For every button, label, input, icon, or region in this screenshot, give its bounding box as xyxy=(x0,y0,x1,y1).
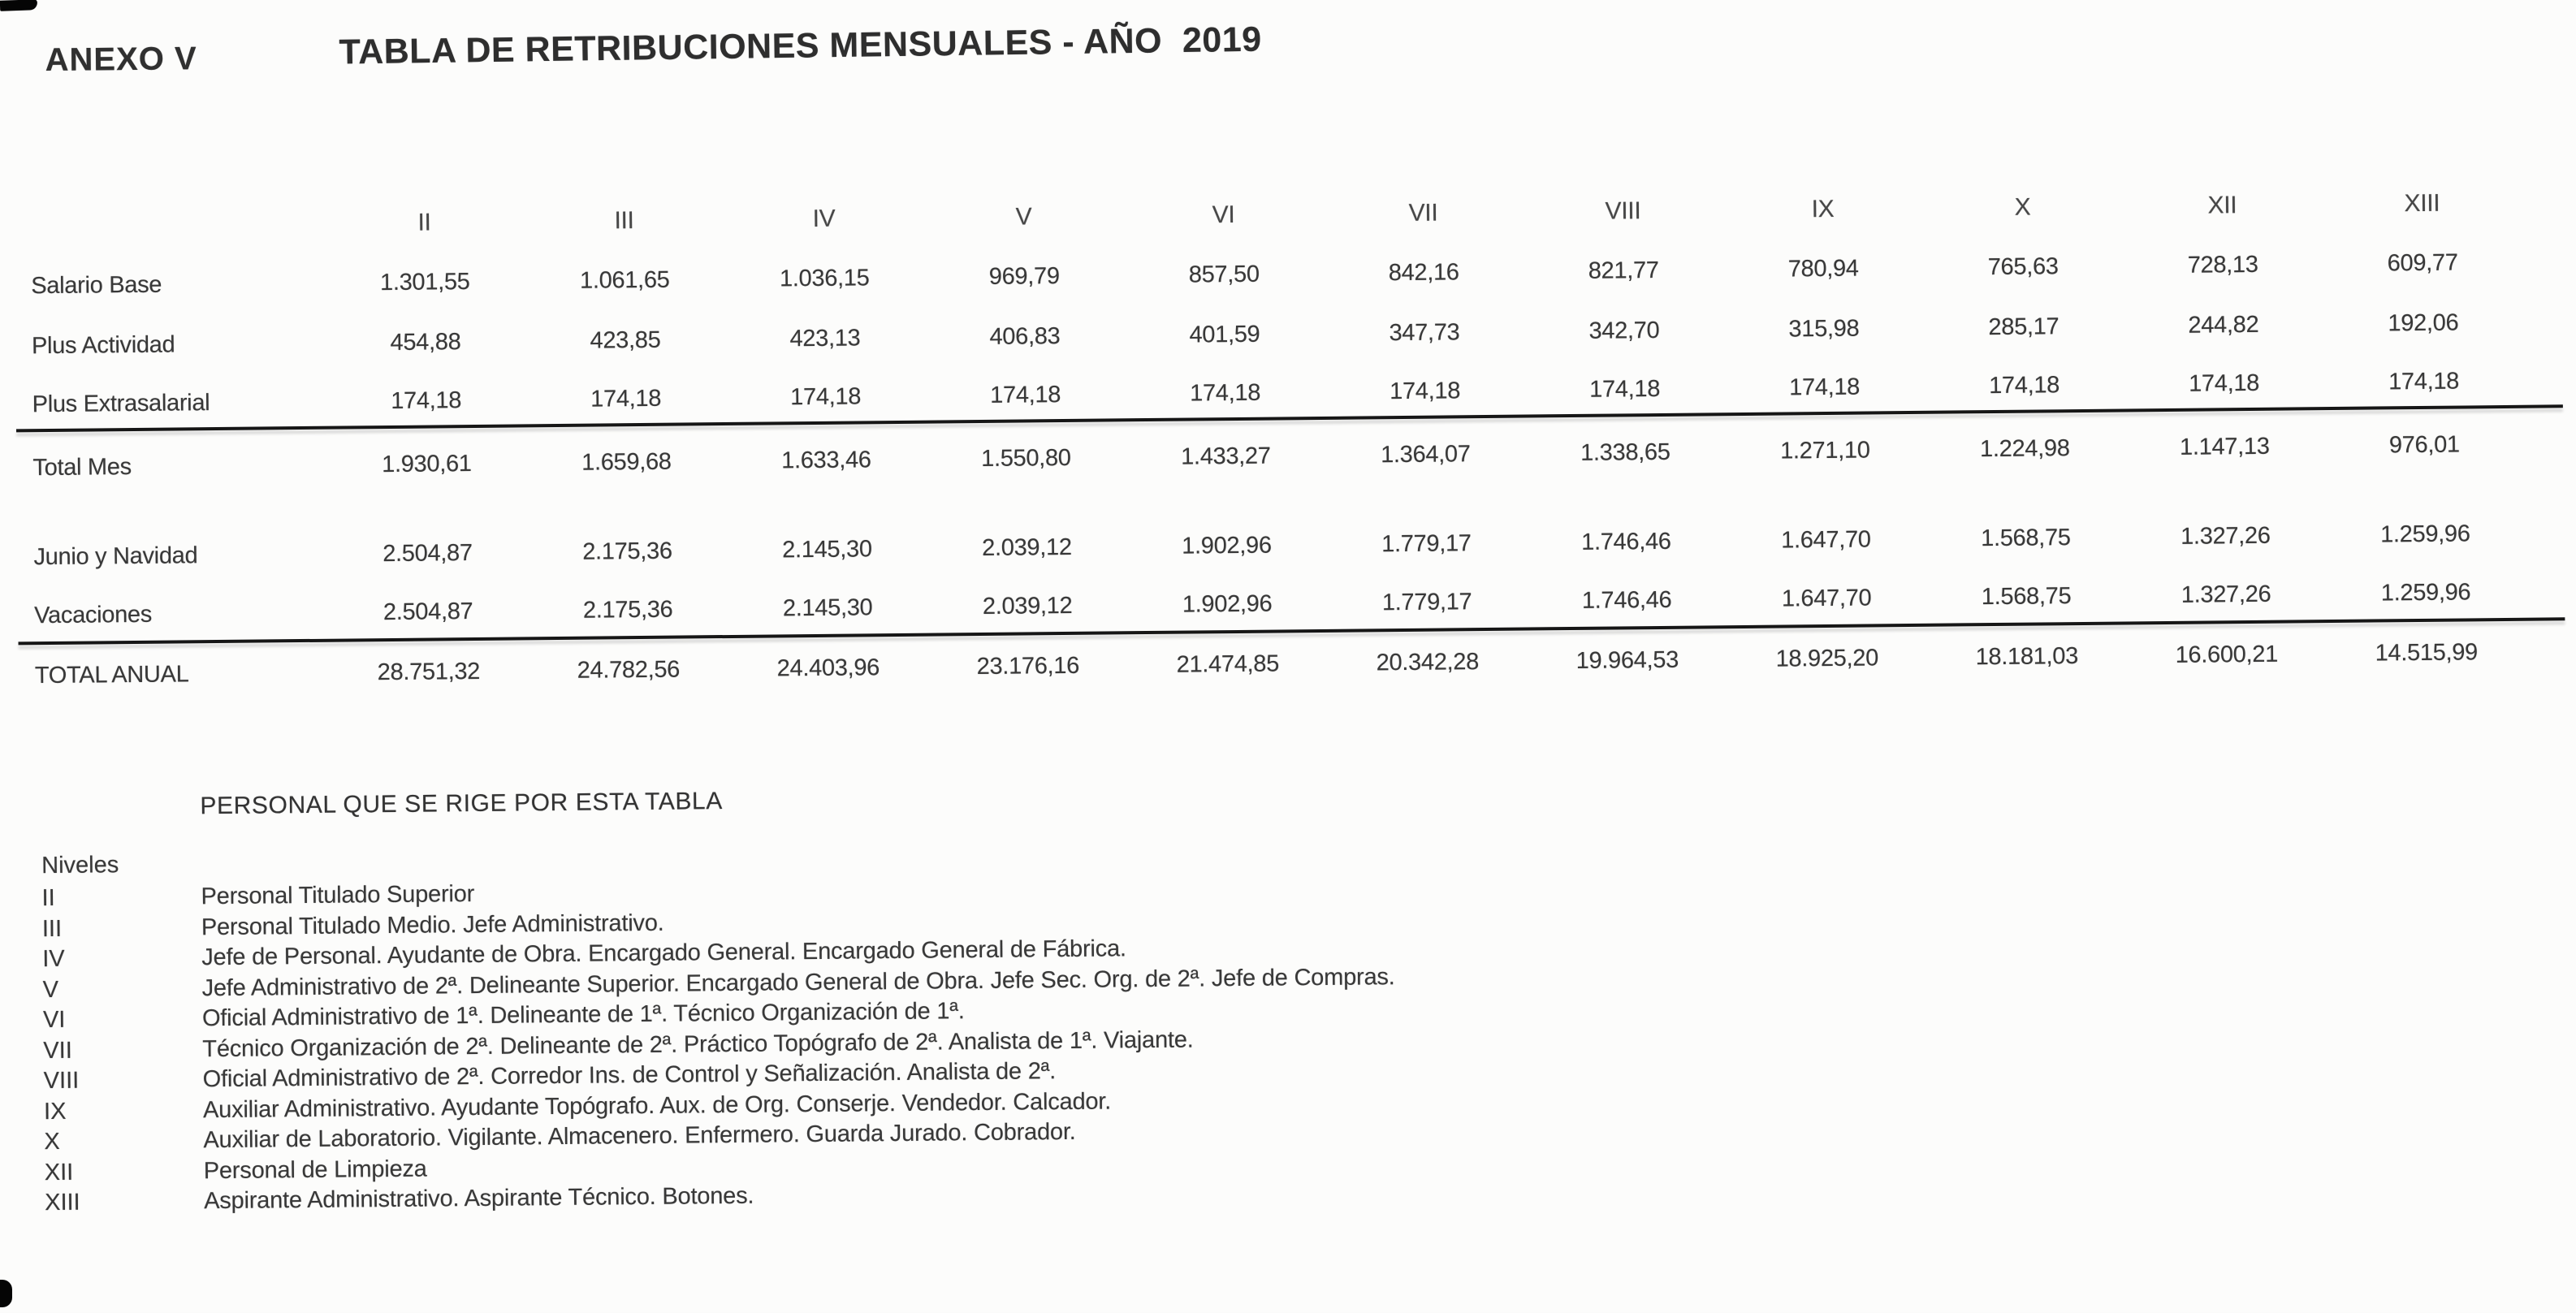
table-row xyxy=(26,431,2524,482)
table-cell: 1.338,65 xyxy=(1580,438,1671,466)
table-cell: 174,18 xyxy=(2388,368,2460,395)
table-cell: 1.746,46 xyxy=(1581,586,1672,614)
level-description: Aspirante Administrativo. Aspirante Técnico. Botones. xyxy=(203,1182,754,1215)
table-cell: 174,18 xyxy=(1789,374,1861,401)
table-cell: 1.259,96 xyxy=(2380,579,2471,607)
table-cell: 1.433,27 xyxy=(1180,443,1271,470)
table-cell: 728,13 xyxy=(2187,251,2258,279)
table-cell: 1.061,65 xyxy=(579,266,670,294)
column-header: III xyxy=(614,207,634,235)
table-cell: 285,17 xyxy=(1988,313,2060,341)
table-cell: 423,13 xyxy=(789,325,861,352)
table-cell: 1.779,17 xyxy=(1381,530,1472,558)
table-cell: 315,98 xyxy=(1788,315,1860,343)
table-corner-cell xyxy=(24,231,325,235)
table-cell: 1.633,46 xyxy=(781,447,871,474)
level-numeral: VIII xyxy=(43,1067,80,1095)
table-cell: 969,79 xyxy=(988,263,1060,290)
table-cell: 765,63 xyxy=(1987,253,2059,281)
table-cell: 1.659,68 xyxy=(581,448,672,476)
table-cell: 857,50 xyxy=(1188,261,1260,288)
table-cell: 1.550,80 xyxy=(981,444,1071,472)
table-cell: 2.145,30 xyxy=(782,536,872,564)
table-header-row xyxy=(24,189,2522,241)
table-cell: 1.259,96 xyxy=(2379,520,2470,548)
table-cell: 1.746,46 xyxy=(1581,528,1671,555)
table-cell: 24.782,56 xyxy=(577,656,681,684)
level-description: Personal Titulado Superior xyxy=(201,881,475,910)
table-cell: 342,70 xyxy=(1588,317,1660,344)
table-cell: 1.568,75 xyxy=(1981,583,2072,611)
table-cell: 174,18 xyxy=(990,382,1061,408)
column-header: II xyxy=(417,209,431,236)
table-cell: 244,82 xyxy=(2188,311,2259,339)
table-cell: 174,18 xyxy=(391,387,462,414)
table-cell: 1.779,17 xyxy=(1381,589,1472,616)
page-title: TABLA DE RETRIBUCIONES MENSUALES - AÑO 2019 xyxy=(339,19,1262,72)
table-cell: 609,77 xyxy=(2387,249,2458,277)
table-cell: 1.271,10 xyxy=(1779,437,1870,464)
table-cell: 1.902,96 xyxy=(1182,532,1272,559)
table-cell: 1.364,07 xyxy=(1380,441,1471,469)
column-header: IX xyxy=(1811,195,1835,223)
column-header: XII xyxy=(2207,192,2237,219)
table-row xyxy=(24,249,2522,300)
table-cell: 14.515,99 xyxy=(2375,639,2479,667)
table-cell: 2.175,36 xyxy=(582,538,672,565)
level-description: Oficial Administrativo de 2ª. Corredor Ins. de Control y Señalización. Analista de 2ª. xyxy=(202,1058,1057,1093)
table-cell: 1.902,96 xyxy=(1182,590,1273,618)
table-cell: 174,18 xyxy=(2188,369,2260,397)
table-cell: 20.342,28 xyxy=(1376,649,1480,676)
table-cell: 174,18 xyxy=(1190,379,1261,407)
table-cell: 1.327,26 xyxy=(2181,581,2271,608)
table-cell: 1.036,15 xyxy=(779,265,870,292)
table-row xyxy=(25,309,2523,361)
level-description: Jefe Administrativo de 2ª. Delineante Superior. Encargado General de Obra. Jefe Sec. Org. de 2ª. Jefe de Compras. xyxy=(201,963,1395,1001)
table-cell: 18.181,03 xyxy=(1975,643,2079,671)
annex-label: ANEXO V xyxy=(45,41,197,79)
row-label: Salario Base xyxy=(31,271,162,300)
table-cell: 24.403,96 xyxy=(776,654,880,682)
levels-list xyxy=(41,862,2400,1220)
table-cell: 1.327,26 xyxy=(2180,522,2271,550)
table-cell: 21.474,85 xyxy=(1176,650,1280,678)
column-header: V xyxy=(1015,203,1032,231)
table-cell: 28.751,32 xyxy=(377,658,481,686)
row-label: Plus Extrasalarial xyxy=(32,390,210,418)
table-cell: 1.647,70 xyxy=(1781,585,1872,612)
level-numeral: IV xyxy=(42,945,65,973)
table-cell: 174,18 xyxy=(1988,372,2060,400)
table-cell: 780,94 xyxy=(1787,255,1859,283)
level-numeral: III xyxy=(41,915,63,942)
personnel-heading: PERSONAL QUE SE RIGE POR ESTA TABLA xyxy=(200,788,724,820)
level-description: Auxiliar Administrativo. Ayudante Topógrafo. Aux. de Org. Conserje. Vendedor. Calcador. xyxy=(202,1087,1112,1123)
table-cell: 1.147,13 xyxy=(2179,433,2270,460)
column-header: X xyxy=(2014,193,2031,221)
column-header: VI xyxy=(1212,201,1235,229)
table-cell: 976,01 xyxy=(2388,431,2460,459)
level-description: Personal Titulado Medio. Jefe Administrativo. xyxy=(201,909,664,940)
row-label: TOTAL ANUAL xyxy=(34,661,189,689)
table-cell: 1.930,61 xyxy=(382,451,472,478)
level-numeral: V xyxy=(42,976,59,1003)
table-cell: 1.647,70 xyxy=(1781,526,1871,554)
table-cell: 2.039,12 xyxy=(982,533,1072,561)
table-cell: 192,06 xyxy=(2388,309,2459,337)
level-description: Auxiliar de Laboratorio. Vigilante. Almacenero. Enfermero. Guarda Jurado. Cobrador. xyxy=(203,1118,1076,1154)
table-cell: 2.175,36 xyxy=(582,596,673,624)
level-description: Oficial Administrativo de 1ª. Delineante de 1ª. Técnico Organización de 1ª. xyxy=(201,998,965,1032)
table-cell: 2.504,87 xyxy=(383,598,473,626)
level-numeral: X xyxy=(44,1128,60,1155)
level-numeral: XII xyxy=(44,1159,74,1186)
table-cell: 2.504,87 xyxy=(383,540,473,568)
column-header: XIII xyxy=(2404,189,2440,218)
table-cell: 1.224,98 xyxy=(1979,435,2070,463)
table-cell: 454,88 xyxy=(390,329,461,356)
table-cell: 174,18 xyxy=(1390,378,1461,405)
table-row xyxy=(27,520,2525,572)
level-description: Técnico Organización de 2ª. Delineante de 2ª. Práctico Topógrafo de 2ª. Analista de 1ª. Viajante. xyxy=(202,1026,1194,1062)
row-label: Total Mes xyxy=(32,454,132,482)
table-cell: 347,73 xyxy=(1389,319,1460,347)
level-description: Jefe de Personal. Ayudante de Obra. Encargado General. Encargado General de Fábrica. xyxy=(201,935,1126,971)
level-numeral: VII xyxy=(43,1037,72,1064)
table-cell: 423,85 xyxy=(590,326,661,354)
table-cell: 1.568,75 xyxy=(1981,525,2071,552)
row-label: Plus Actividad xyxy=(31,331,175,360)
table-cell: 2.145,30 xyxy=(782,594,873,622)
level-numeral: IX xyxy=(43,1098,67,1125)
row-label: Junio y Navidad xyxy=(33,542,198,571)
table-cell: 23.176,16 xyxy=(976,652,1080,680)
level-description: Personal de Limpieza xyxy=(203,1155,427,1184)
table-cell: 2.039,12 xyxy=(982,592,1073,620)
row-label: Vacaciones xyxy=(34,601,153,629)
level-numeral: XIII xyxy=(44,1189,80,1216)
table-cell: 19.964,53 xyxy=(1575,646,1679,674)
level-numeral: II xyxy=(41,884,55,912)
levels-label: Niveles xyxy=(41,852,119,879)
table-cell: 821,77 xyxy=(1588,257,1659,284)
column-header: VII xyxy=(1408,199,1438,227)
table-cell: 406,83 xyxy=(989,323,1061,350)
table-cell: 842,16 xyxy=(1388,259,1459,287)
column-header: VIII xyxy=(1605,197,1641,225)
table-cell: 174,18 xyxy=(590,385,662,412)
table-cell: 16.600,21 xyxy=(2175,641,2279,668)
table-cell: 174,18 xyxy=(1589,375,1661,403)
table-cell: 18.925,20 xyxy=(1775,645,1879,672)
level-numeral: VI xyxy=(42,1006,66,1034)
table-cell: 174,18 xyxy=(790,383,862,411)
table-row xyxy=(28,639,2526,690)
column-header: IV xyxy=(812,205,836,232)
table-cell: 1.301,55 xyxy=(379,269,470,296)
table-cell: 401,59 xyxy=(1189,321,1260,348)
